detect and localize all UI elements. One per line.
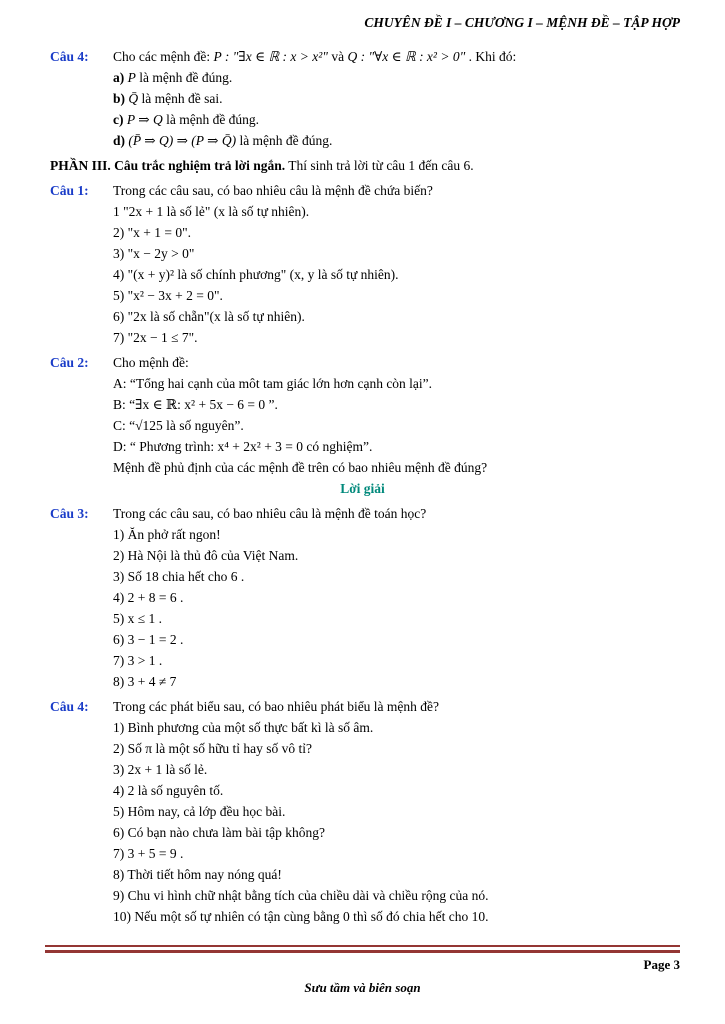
math-statement-q: Q : "∀x ∈ ℝ : x² > 0" (347, 49, 466, 64)
option-math: P (127, 70, 136, 85)
option-text: là mệnh đề đúng. (166, 112, 260, 127)
question-text: Trong các câu sau, có bao nhiêu câu là mệnh đề toán học? (113, 506, 427, 521)
section-title: PHẦN III. Câu trắc nghiệm trả lời ngắn. (50, 158, 286, 173)
cau1-item-1: 1 "2x + 1 là số lẻ" (x là số tự nhiên). (113, 204, 310, 219)
section-heading-part3 (0, 155, 725, 176)
cau2-statement-a: A: “Tổng hai cạnh của môt tam giác lớn hơn cạnh còn lại”. (113, 376, 433, 391)
cau4b-item-5: 5) Hôm nay, cả lớp đều học bài. (113, 804, 286, 819)
cau1-item-5: 5) "x² − 3x + 2 = 0". (113, 288, 223, 303)
cau3-item-1: 1) Ăn phở rất ngon! (113, 527, 221, 542)
question-text: Trong các câu sau, có bao nhiêu câu là mệnh đề chứa biến? (113, 183, 433, 198)
cau4b-item-8: 8) Thời tiết hôm nay nóng quá! (113, 867, 282, 882)
cau4b-item-2: 2) Số π là một số hữu tỉ hay số vô tỉ? (113, 741, 312, 756)
cau1-item-2: 2) "x + 1 = 0". (113, 225, 191, 240)
document-content (0, 46, 725, 927)
cau4b-item-6: 6) Có bạn nào chưa làm bài tập không? (113, 825, 326, 840)
cau4b-item-1: 1) Bình phương của một số thực bất kì là số âm. (113, 720, 374, 735)
cau1-item-3: 3) "x − 2y > 0" (113, 246, 195, 261)
option-math: (P̄ ⇒ Q) ⇒ (P ⇒ Q̄) (128, 133, 237, 148)
question-intro-prefix: Cho các mệnh đề: (113, 49, 214, 64)
option-key: b) (113, 91, 126, 106)
option-text: là mệnh đề đúng. (139, 70, 233, 85)
footer-rule-thin (45, 945, 680, 947)
option-math: P ⇒ Q (126, 112, 163, 127)
footer-credit: Sưu tầm và biên soạn (304, 980, 421, 995)
option-math: Q̄ (128, 91, 139, 106)
solution-heading: Lời giải (340, 481, 385, 496)
option-d (0, 130, 725, 151)
question-cau4-second (0, 696, 725, 717)
cau3-item-2: 2) Hà Nội là thủ đô của Việt Nam. (113, 548, 299, 563)
cau2-statement-d: D: “ Phương trình: x⁴ + 2x² + 3 = 0 có nghiệm”. (113, 439, 373, 454)
question-cau4-first (0, 46, 725, 67)
cau3-item-6: 6) 3 − 1 = 2 . (113, 632, 184, 647)
cau1-item-7: 7) "2x − 1 ≤ 7". (113, 330, 198, 345)
question-intro-suffix: . Khi đó: (465, 49, 517, 64)
cau4b-item-4: 4) 2 là số nguyên tố. (113, 783, 224, 798)
option-text: là mệnh đề sai. (141, 91, 223, 106)
math-statement-p: P : "∃x ∈ ℝ : x > x²" (213, 49, 328, 64)
cau4b-item-9: 9) Chu vi hình chữ nhật bằng tích của chiều dài và chiều rộng của nó. (113, 888, 489, 903)
question-cau2 (0, 352, 725, 373)
section-subtitle: Thí sinh trả lời từ câu 1 đến câu 6. (285, 158, 474, 173)
cau1-item-4: 4) "(x + y)² là số chính phương" (x, y là số tự nhiên). (113, 267, 399, 282)
option-key: c) (113, 112, 124, 127)
question-text: Trong các phát biểu sau, có bao nhiêu phát biểu là mệnh đề? (113, 699, 440, 714)
question-label: Câu 2: (50, 355, 89, 370)
cau2-closing-question: Mệnh đề phủ định của các mệnh đề trên có bao nhiêu mệnh đề đúng? (113, 460, 488, 475)
page-footer (45, 945, 680, 997)
option-c (0, 109, 725, 130)
option-key: a) (113, 70, 125, 85)
cau3-item-3: 3) Số 18 chia hết cho 6 . (113, 569, 245, 584)
cau1-item-6: 6) "2x là số chẵn"(x là số tự nhiên). (113, 309, 305, 324)
page-number: Page 3 (643, 957, 680, 972)
question-intro-mid: và (327, 49, 348, 64)
cau3-item-8: 8) 3 + 4 ≠ 7 (113, 674, 177, 689)
question-cau3 (0, 503, 725, 524)
page-header-title: CHUYÊN ĐỀ I – CHƯƠNG I – MỆNH ĐỀ – TẬP HỢP (364, 15, 680, 30)
cau3-item-4: 4) 2 + 8 = 6 . (113, 590, 184, 605)
cau4b-item-10: 10) Nếu một số tự nhiên có tận cùng bằng 0 thì số đó chia hết cho 10. (113, 909, 489, 924)
question-cau1 (0, 180, 725, 201)
question-label: Câu 3: (50, 506, 89, 521)
footer-rule-thick (45, 950, 680, 953)
option-a (0, 67, 725, 88)
cau3-item-7: 7) 3 > 1 . (113, 653, 163, 668)
question-text: Cho mệnh đề: (113, 355, 189, 370)
question-label: Câu 4: (50, 699, 89, 714)
cau3-item-5: 5) x ≤ 1 . (113, 611, 163, 626)
question-label: Câu 4: (50, 49, 89, 64)
cau4b-item-3: 3) 2x + 1 là số lẻ. (113, 762, 208, 777)
question-label: Câu 1: (50, 183, 89, 198)
option-text: là mệnh đề đúng. (239, 133, 333, 148)
option-b (0, 88, 725, 109)
cau2-statement-c: C: “√125 là số nguyên”. (113, 418, 244, 433)
option-key: d) (113, 133, 126, 148)
cau2-statement-b: B: “∃x ∈ ℝ: x² + 5x − 6 = 0 ”. (113, 397, 278, 412)
cau4b-item-7: 7) 3 + 5 = 9 . (113, 846, 184, 861)
